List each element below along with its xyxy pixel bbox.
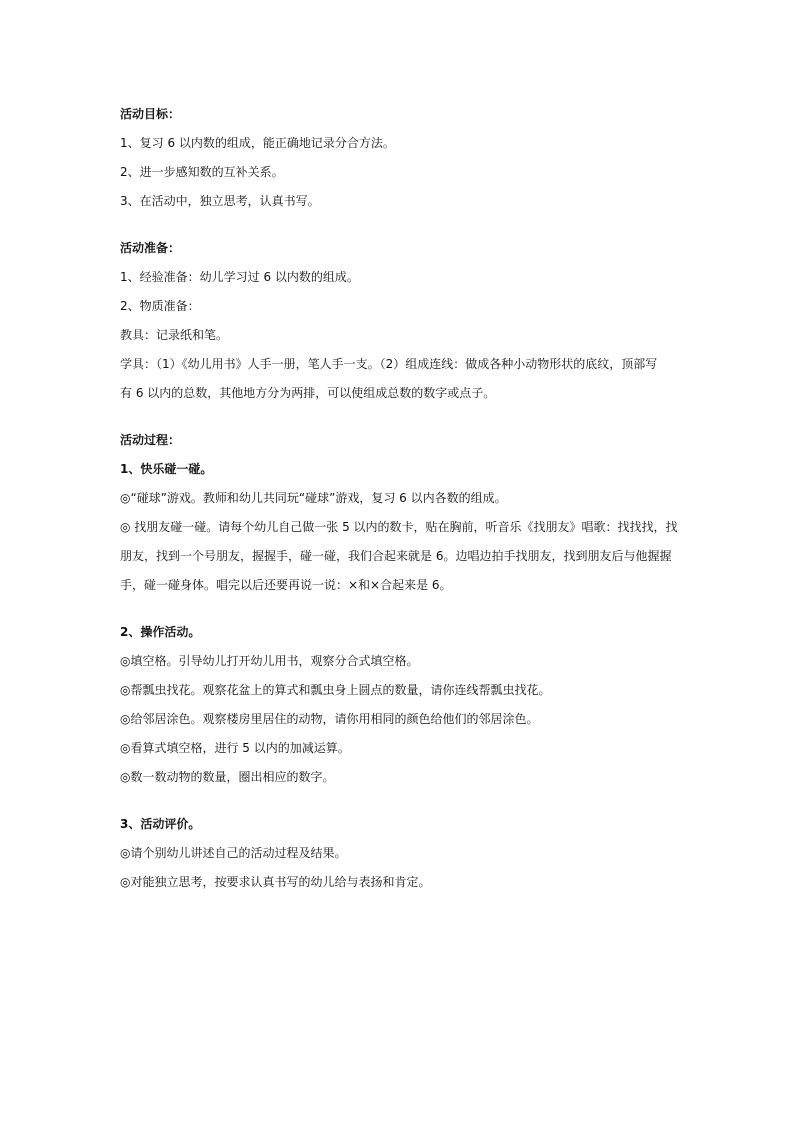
process-part3-title: 3、活动评价。 (120, 817, 201, 831)
prep-item-2: 2、物质准备： (120, 299, 200, 313)
process-part1-item-2-line-1: ◎ 找朋友碰一碰。请每个幼儿自己做一张 5 以内的数卡，贴在胸前，听音乐《找朋友》唱歌：找找找，找 (120, 520, 678, 534)
process-part2-title: 2、操作活动。 (120, 625, 201, 639)
document-page (120, 100, 680, 897)
section-spacer (120, 600, 680, 618)
process-part3-item-2: ◎对能独立思考，按要求认真书写的幼儿给与表扬和肯定。 (120, 875, 431, 889)
section-spacer (120, 216, 680, 234)
process-part2-item-2: ◎帮瓢虫找花。观察花盆上的算式和瓢虫身上圆点的数量，请你连线帮瓢虫找花。 (120, 683, 551, 697)
goal-item-3: 3、在活动中，独立思考，认真书写。 (120, 194, 320, 208)
goals-heading: 活动目标： (120, 107, 181, 121)
process-part1-item-2-line-3: 手，碰一碰身体。唱完以后还要再说一说：×和×合起来是 6。 (120, 578, 452, 592)
process-part2-item-4: ◎看算式填空格，进行 5 以内的加减运算。 (120, 741, 350, 755)
process-part2-item-5: ◎数一数动物的数量，圈出相应的数字。 (120, 770, 335, 784)
prep-heading: 活动准备： (120, 241, 181, 255)
process-part1-item-2-line-2: 朋友，找到一个号朋友，握握手，碰一碰，我们合起来就是 6。边唱边拍手找朋友，找到朋友后与他握握 (120, 549, 672, 563)
process-part1-title: 1、快乐碰一碰。 (120, 462, 213, 476)
section-spacer (120, 792, 680, 810)
process-part2-item-3: ◎给邻居涂色。观察楼房里居住的动物，请你用相同的颜色给他们的邻居涂色。 (120, 712, 539, 726)
section-spacer (120, 408, 680, 426)
process-part2-item-1: ◎填空格。引导幼儿打开幼儿用书，观察分合式填空格。 (120, 654, 419, 668)
process-part1-item-1: ◎“碰球”游戏。教师和幼儿共同玩“碰球”游戏，复习 6 以内各数的组成。 (120, 491, 507, 505)
goal-item-1: 1、复习 6 以内数的组成，能正确地记录分合方法。 (120, 136, 395, 150)
goal-item-2: 2、进一步感知数的互补关系。 (120, 165, 284, 179)
prep-student-tools-line-2: 有 6 以内的总数，其他地方分为两排，可以使组成总数的数字或点子。 (120, 386, 496, 400)
process-part3-item-1: ◎请个别幼儿讲述自己的活动过程及结果。 (120, 846, 347, 860)
prep-item-1: 1、经验准备：幼儿学习过 6 以内数的组成。 (120, 270, 359, 284)
process-heading: 活动过程： (120, 433, 181, 447)
prep-student-tools-line-1: 学具：（1）《幼儿用书》人手一册，笔人手一支。（2）组成连线：做成各种小动物形状的底纹，顶部写 (120, 357, 658, 371)
prep-item-3: 教具：记录纸和笔。 (120, 328, 229, 342)
